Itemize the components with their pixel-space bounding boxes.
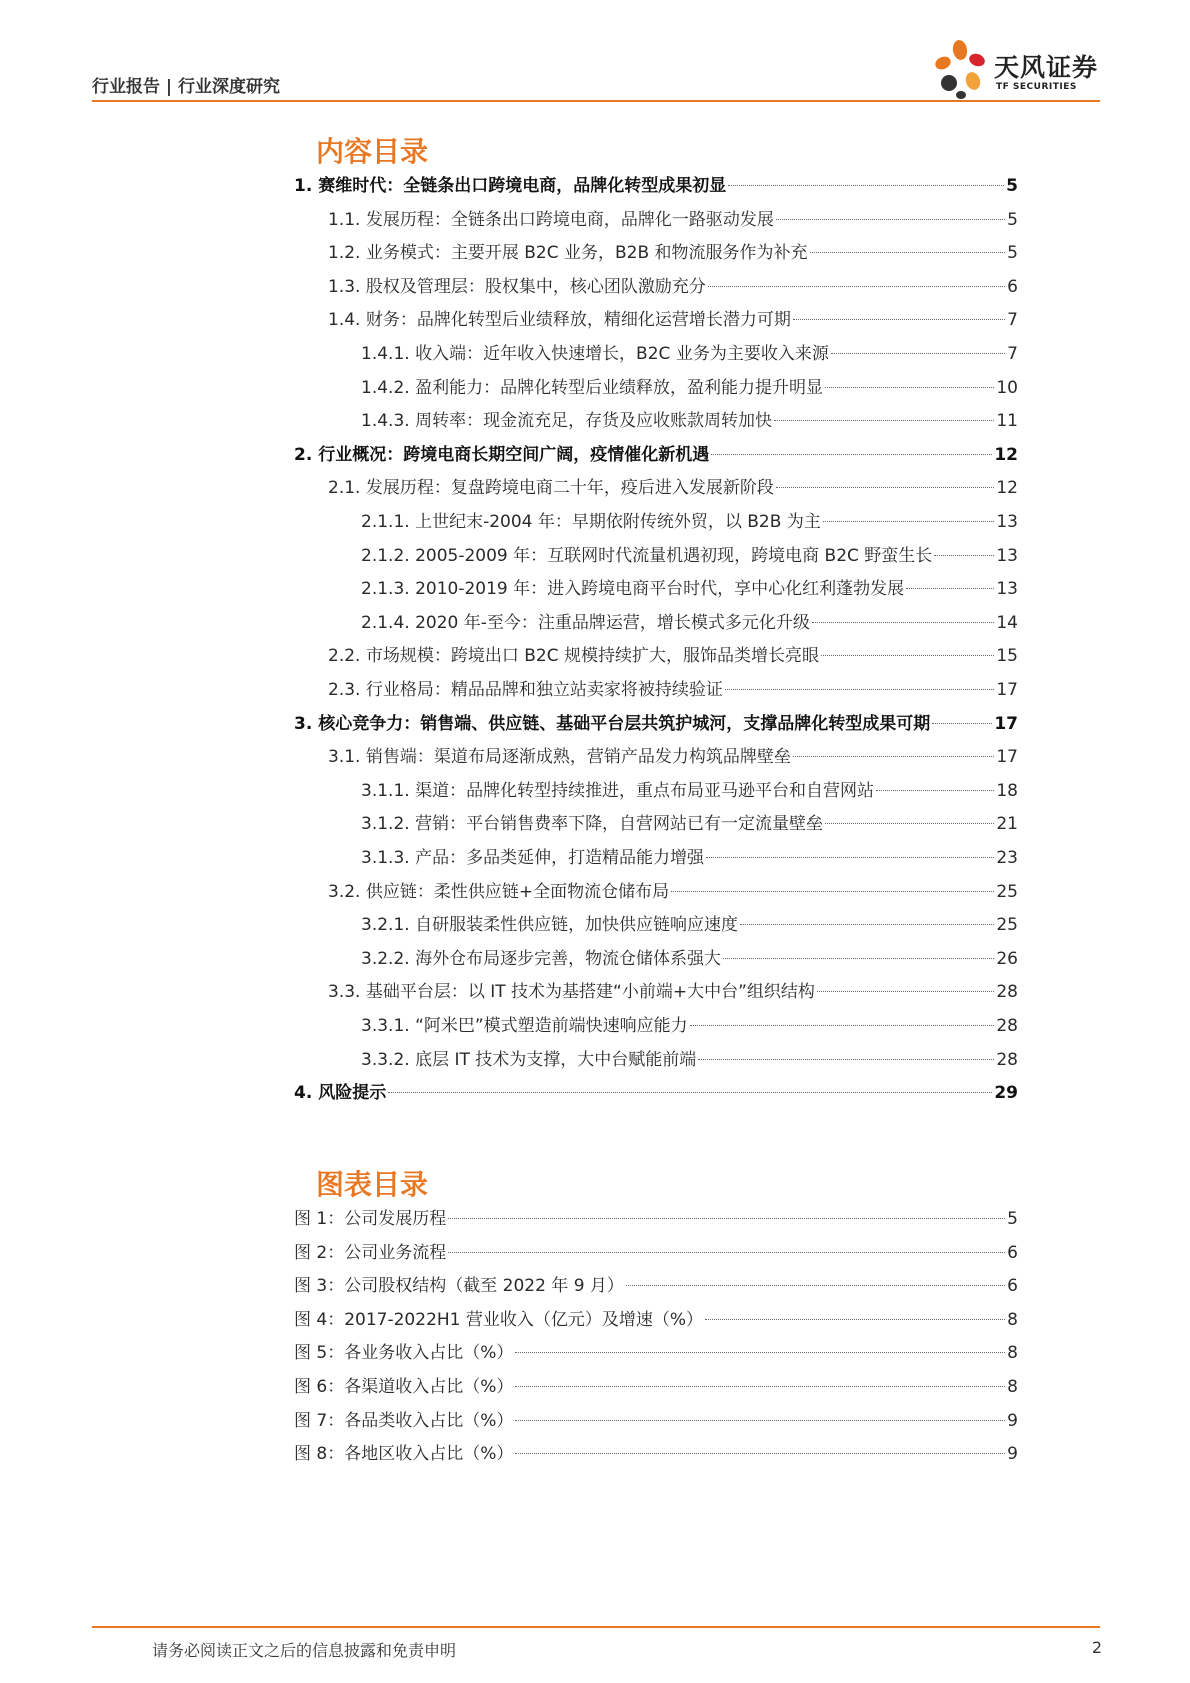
entry-label: 图 7：各品类收入占比（%） (294, 1410, 514, 1431)
dot-leader (515, 1420, 1005, 1421)
entry-page: 10 (996, 377, 1018, 398)
entry-page: 9 (1007, 1444, 1018, 1465)
entry-label: 1.4.2. 盈利能力：品牌化转型后业绩释放，盈利能力提升明显 (361, 377, 824, 398)
entry-page: 17 (994, 713, 1018, 734)
entry-label: 2.1.3. 2010-2019 年：进入跨境电商平台时代，享中心化红利蓬勃发展 (361, 579, 905, 600)
toc-entry[interactable] (361, 407, 1018, 435)
entry-label: 3.3.1. “阿米巴”模式塑造前端快速响应能力 (361, 1016, 688, 1036)
contents-title: 内容目录 (316, 135, 429, 168)
entry-label: 图 5：各业务收入占比（%） (294, 1343, 514, 1364)
toc-entry[interactable] (328, 743, 1018, 771)
entry-page: 28 (996, 1016, 1018, 1036)
entry-label: 1.1. 发展历程：全链条出口跨境电商，品牌化一路驱动发展 (328, 209, 774, 230)
toc-entry[interactable] (294, 710, 1018, 738)
dot-leader (812, 622, 994, 623)
entry-page: 28 (996, 982, 1018, 1003)
entry-page: 13 (996, 545, 1018, 566)
logo-english-name: TF SECURITIES (996, 82, 1077, 92)
toc-entry[interactable] (361, 609, 1018, 637)
toc-entry[interactable] (294, 441, 1018, 469)
entry-label: 3.2.1. 自研服装柔性供应链，加快供应链响应速度 (361, 915, 739, 936)
entry-page: 14 (996, 612, 1018, 633)
logo-chinese-name: 天风证券 (994, 53, 1099, 82)
dot-leader (690, 1025, 995, 1026)
dot-leader (725, 689, 995, 690)
dot-leader (740, 924, 994, 925)
toc-entry[interactable] (361, 945, 1018, 973)
toc-entry[interactable] (361, 508, 1018, 536)
entry-page: 15 (996, 646, 1018, 667)
entry-label: 2.3. 行业格局：精品品牌和独立站卖家将被持续验证 (328, 680, 723, 700)
figure-entry[interactable] (294, 1239, 1018, 1267)
entry-page: 5 (1006, 176, 1018, 196)
dot-leader (515, 1352, 1005, 1353)
dot-leader (515, 1386, 1005, 1387)
entry-label: 图 6：各渠道收入占比（%） (294, 1377, 514, 1397)
entry-label: 2.2. 市场规模：跨境出口 B2C 规模持续扩大，服饰品类增长亮眼 (328, 646, 819, 667)
dot-leader (711, 454, 992, 455)
toc-entry[interactable] (361, 340, 1018, 368)
dot-leader (708, 286, 1005, 287)
entry-page: 11 (996, 411, 1018, 432)
entry-page: 5 (1007, 209, 1018, 230)
toc-entry[interactable] (328, 676, 1018, 704)
dot-leader (932, 723, 992, 724)
header-divider (92, 100, 1100, 102)
dot-leader (728, 185, 1004, 186)
toc-entry[interactable] (361, 777, 1018, 805)
figure-entry[interactable] (294, 1306, 1018, 1334)
entry-label: 1.4.1. 收入端：近年收入快速增长，B2C 业务为主要收入来源 (361, 344, 829, 364)
dot-leader (823, 521, 995, 522)
entry-label: 2.1.2. 2005-2009 年：互联网时代流量机遇初现，跨境电商 B2C 野蛮生长 (361, 545, 933, 566)
entry-page: 7 (1007, 310, 1018, 331)
toc-entry[interactable] (361, 844, 1018, 872)
entry-page: 8 (1007, 1343, 1018, 1364)
toc-entry[interactable] (361, 575, 1018, 603)
entry-page: 28 (996, 1049, 1018, 1070)
entry-label: 3.1.1. 渠道：品牌化转型持续推进，重点布局亚马逊平台和自营网站 (361, 780, 875, 801)
entry-label: 1.3. 股权及管理层：股权集中，核心团队激励充分 (328, 276, 706, 297)
dot-leader (671, 891, 994, 892)
toc-entry[interactable] (328, 878, 1018, 906)
toc-entry[interactable] (328, 273, 1018, 301)
entry-page: 13 (996, 512, 1018, 532)
figure-entry[interactable] (294, 1272, 1018, 1300)
entry-label: 1.4. 财务：品牌化转型后业绩释放，精细化运营增长潜力可期 (328, 310, 791, 331)
dot-leader (821, 655, 994, 656)
dot-leader (825, 387, 994, 388)
dot-leader (793, 319, 1005, 320)
entry-page: 26 (996, 948, 1018, 969)
entry-label: 2.1.1. 上世纪末-2004 年：早期依附传统外贸，以 B2B 为主 (361, 512, 821, 532)
entry-page: 12 (996, 478, 1018, 499)
entry-page: 6 (1007, 1242, 1018, 1263)
dot-leader (723, 958, 994, 959)
entry-label: 2.1. 发展历程：复盘跨境电商二十年，疫后进入发展新阶段 (328, 478, 774, 499)
toc-entry[interactable] (294, 172, 1018, 200)
dot-leader (706, 857, 994, 858)
dot-leader (831, 353, 1005, 354)
entry-label: 1.4.3. 周转率：现金流充足，存货及应收账款周转加快 (361, 411, 773, 432)
entry-page: 13 (996, 579, 1018, 600)
entry-label: 2. 行业概况：跨境电商长期空间广阔，疫情催化新机遇 (294, 444, 710, 465)
entry-page: 6 (1007, 276, 1018, 297)
entry-label: 图 8：各地区收入占比（%） (294, 1444, 514, 1465)
entry-page: 18 (996, 780, 1018, 801)
report-category: 行业报告 | 行业深度研究 (92, 77, 281, 97)
entry-label: 3.3.2. 底层 IT 技术为支撑，大中台赋能前端 (361, 1049, 697, 1070)
dot-leader (906, 588, 994, 589)
entry-label: 图 2：公司业务流程 (294, 1242, 447, 1263)
entry-page: 25 (996, 881, 1018, 902)
figure-entry[interactable] (294, 1373, 1018, 1401)
entry-page: 9 (1007, 1410, 1018, 1431)
figure-entry[interactable] (294, 1339, 1018, 1367)
toc-entry[interactable] (328, 642, 1018, 670)
entry-label: 图 1：公司发展历程 (294, 1209, 447, 1229)
toc-entry[interactable] (328, 206, 1018, 234)
entry-page: 17 (996, 747, 1018, 768)
page-header (92, 0, 1100, 102)
dot-leader (388, 1092, 992, 1093)
dot-leader (515, 1453, 1005, 1454)
toc-entry[interactable] (328, 239, 1018, 267)
entry-page: 7 (1007, 344, 1018, 364)
entry-label: 2.1.4. 2020 年-至今：注重品牌运营，增长模式多元化升级 (361, 612, 810, 633)
dot-leader (705, 1319, 1005, 1320)
footer-disclaimer: 请务必阅读正文之后的信息披露和免责申明 (152, 1641, 457, 1660)
entry-label: 1.2. 业务模式：主要开展 B2C 业务，B2B 和物流服务作为补充 (328, 243, 808, 264)
entry-page: 17 (996, 680, 1018, 700)
figure-entry[interactable] (294, 1440, 1018, 1468)
entry-page: 6 (1007, 1276, 1018, 1297)
dot-leader (817, 991, 994, 992)
entry-label: 图 4：2017-2022H1 营业收入（亿元）及增速（%） (294, 1309, 704, 1330)
toc-entry[interactable] (361, 810, 1018, 838)
entry-label: 3.1.3. 产品：多品类延伸，打造精品能力增强 (361, 848, 705, 868)
entry-page: 8 (1007, 1377, 1018, 1397)
dot-leader (626, 1285, 1005, 1286)
footer-divider (92, 1626, 1100, 1628)
entry-page: 5 (1007, 243, 1018, 264)
entry-page: 23 (996, 848, 1018, 868)
dot-leader (698, 1059, 994, 1060)
page-number: 2 (1091, 1638, 1102, 1657)
toc-entry[interactable] (361, 1012, 1018, 1040)
entry-label: 3. 核心竞争力：销售端、供应链、基础平台层共筑护城河，支撑品牌化转型成果可期 (294, 713, 931, 734)
toc-entry[interactable] (361, 1046, 1018, 1074)
dot-leader (776, 487, 995, 488)
toc-entry[interactable] (361, 911, 1018, 939)
entry-label: 4. 风险提示 (294, 1083, 387, 1104)
dot-leader (934, 555, 994, 556)
dot-leader (448, 1252, 1005, 1253)
entry-page: 8 (1007, 1309, 1018, 1330)
toc-entry[interactable] (328, 474, 1018, 502)
toc-entry[interactable] (294, 1079, 1018, 1107)
figure-entry[interactable] (294, 1205, 1018, 1233)
entry-page: 5 (1007, 1209, 1018, 1229)
toc-entry[interactable] (328, 978, 1018, 1006)
entry-label: 3.1. 销售端：渠道布局逐渐成熟，营销产品发力构筑品牌壁垒 (328, 747, 791, 768)
company-logo (930, 38, 1100, 98)
entry-label: 1. 赛维时代：全链条出口跨境电商，品牌化转型成果初显 (294, 176, 727, 196)
dot-leader (876, 790, 994, 791)
dot-leader (776, 219, 1005, 220)
flower-logo-icon (930, 38, 994, 100)
entry-page: 29 (994, 1083, 1018, 1104)
entry-page: 21 (996, 814, 1018, 835)
dot-leader (448, 1218, 1005, 1219)
entry-page: 25 (996, 915, 1018, 936)
entry-label: 3.2.2. 海外仓布局逐步完善，物流仓储体系强大 (361, 948, 722, 969)
toc-entry[interactable] (361, 542, 1018, 570)
dot-leader (774, 420, 994, 421)
dot-leader (825, 823, 994, 824)
entry-page: 12 (994, 444, 1018, 465)
dot-leader (810, 252, 1006, 253)
toc-entry[interactable] (328, 306, 1018, 334)
entry-label: 3.1.2. 营销：平台销售费率下降，自营网站已有一定流量壁垒 (361, 814, 824, 835)
dot-leader (793, 756, 995, 757)
figures-title: 图表目录 (316, 1168, 429, 1201)
toc-entry[interactable] (361, 374, 1018, 402)
entry-label: 3.2. 供应链：柔性供应链+全面物流仓储布局 (328, 881, 670, 902)
entry-label: 图 3：公司股权结构（截至 2022 年 9 月） (294, 1276, 624, 1297)
entry-label: 3.3. 基础平台层：以 IT 技术为基搭建“小前端+大中台”组织结构 (328, 982, 815, 1003)
figure-entry[interactable] (294, 1407, 1018, 1435)
